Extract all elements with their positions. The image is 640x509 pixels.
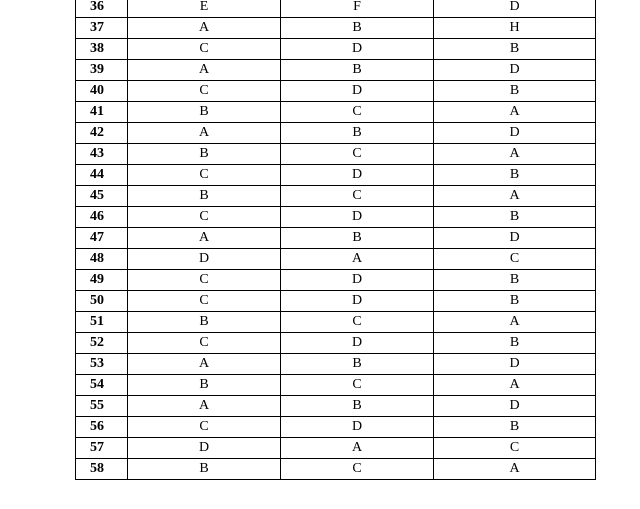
question-number-cell: 45 [76,186,128,207]
answer-cell: B [128,459,281,480]
answer-cell: D [128,249,281,270]
answer-cell: F [281,0,434,18]
answer-cell: B [128,186,281,207]
answer-cell: A [434,102,596,123]
question-number-cell: 36 [76,0,128,18]
answer-cell: B [434,291,596,312]
answer-cell: C [281,102,434,123]
table-row [76,81,596,102]
table-row [76,39,596,60]
answer-cell: A [128,123,281,144]
question-number-cell: 58 [76,459,128,480]
answer-cell: B [128,375,281,396]
answer-cell: C [128,333,281,354]
answer-cell: C [128,270,281,291]
answer-cell: A [434,186,596,207]
answer-cell: D [281,165,434,186]
answer-cell: D [434,354,596,375]
answer-cell: B [281,354,434,375]
answer-cell: D [434,396,596,417]
answer-cell: D [434,60,596,81]
table-row [76,375,596,396]
table-row [76,228,596,249]
question-number-cell: 57 [76,438,128,459]
answer-cell: C [128,207,281,228]
answer-cell: B [434,39,596,60]
answer-cell: C [434,249,596,270]
table-row [76,207,596,228]
table-row [76,270,596,291]
answer-cell: A [128,354,281,375]
answer-cell: C [281,459,434,480]
answer-cell: B [281,60,434,81]
question-number-cell: 42 [76,123,128,144]
question-number-cell: 53 [76,354,128,375]
question-number-cell: 38 [76,39,128,60]
answer-cell: D [281,39,434,60]
answer-cell: D [434,123,596,144]
table-row [76,333,596,354]
answer-cell: B [434,165,596,186]
question-number-cell: 51 [76,312,128,333]
answer-cell: D [281,207,434,228]
answer-key-table [75,0,596,480]
answer-cell: A [281,249,434,270]
answer-cell: D [281,81,434,102]
question-number-cell: 47 [76,228,128,249]
question-number-cell: 52 [76,333,128,354]
table-row [76,186,596,207]
answer-cell: D [281,270,434,291]
answer-cell: B [281,123,434,144]
table-row [76,60,596,81]
answer-cell: D [434,0,596,18]
question-number-cell: 46 [76,207,128,228]
answer-cell: C [281,312,434,333]
table-row [76,312,596,333]
answer-cell: B [434,417,596,438]
table-row [76,165,596,186]
answer-cell: C [281,144,434,165]
answer-cell: A [128,228,281,249]
question-number-cell: 55 [76,396,128,417]
answer-cell: B [128,312,281,333]
answer-cell: B [281,396,434,417]
question-number-cell: 39 [76,60,128,81]
answer-cell: C [128,81,281,102]
answer-cell: A [128,60,281,81]
question-number-cell: 37 [76,18,128,39]
answer-cell: C [128,417,281,438]
table-row [76,354,596,375]
answer-cell: D [281,333,434,354]
table-row [76,459,596,480]
table-row [76,123,596,144]
question-number-cell: 56 [76,417,128,438]
question-number-cell: 41 [76,102,128,123]
question-number-cell: 40 [76,81,128,102]
answer-cell: B [128,144,281,165]
answer-cell: B [128,102,281,123]
answer-cell: B [434,207,596,228]
answer-cell: C [281,186,434,207]
answer-cell: B [281,228,434,249]
answer-cell: A [128,396,281,417]
answer-cell: C [128,165,281,186]
answer-cell: D [281,291,434,312]
table-row [76,102,596,123]
answer-cell: H [434,18,596,39]
answer-cell: C [281,375,434,396]
answer-cell: A [281,438,434,459]
table-row [76,144,596,165]
answer-cell: D [128,438,281,459]
question-number-cell: 44 [76,165,128,186]
answer-cell: D [281,417,434,438]
answer-cell: A [434,375,596,396]
question-number-cell: 48 [76,249,128,270]
answer-cell: A [434,144,596,165]
question-number-cell: 43 [76,144,128,165]
table-row [76,18,596,39]
table-row [76,291,596,312]
table-row [76,417,596,438]
table-row [76,0,596,18]
answer-cell: D [434,228,596,249]
answer-cell: C [128,291,281,312]
answer-cell: B [434,333,596,354]
answer-key-body [76,0,596,480]
answer-cell: E [128,0,281,18]
answer-cell: B [434,270,596,291]
question-number-cell: 49 [76,270,128,291]
answer-cell: B [434,81,596,102]
answer-cell: C [128,39,281,60]
answer-cell: A [434,459,596,480]
answer-cell: B [281,18,434,39]
answer-cell: C [434,438,596,459]
question-number-cell: 50 [76,291,128,312]
answer-cell: A [128,18,281,39]
table-row [76,396,596,417]
table-row [76,438,596,459]
question-number-cell: 54 [76,375,128,396]
table-row [76,249,596,270]
answer-cell: A [434,312,596,333]
